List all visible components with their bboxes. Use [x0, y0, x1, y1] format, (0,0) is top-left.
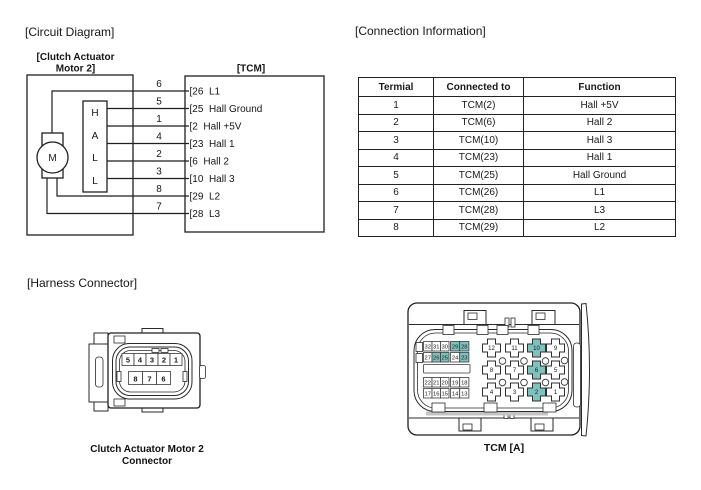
connection-information-heading: [Connection Information] [355, 24, 486, 38]
svg-text:3: 3 [156, 166, 162, 178]
table-row: 4 TCM(23) Hall 1 [359, 149, 676, 167]
hall-letter: L [92, 176, 98, 187]
motor-box-label-line2: Motor 2] [55, 63, 96, 75]
svg-text:4: 4 [489, 390, 494, 397]
svg-text:8: 8 [156, 184, 162, 195]
col-connected-to: Connected to [434, 78, 524, 97]
svg-text:[10 Hall 3: [10 Hall 3 [189, 174, 235, 185]
svg-text:26: 26 [432, 355, 440, 362]
table-row: 5 TCM(25) Hall Ground [359, 167, 676, 185]
tcm-terminal-grid [424, 342, 471, 399]
svg-text:31: 31 [432, 344, 440, 351]
table-row: 8 TCM(29) L2 [359, 219, 676, 237]
svg-text:4: 4 [156, 131, 162, 143]
table-row: 7 TCM(28) L3 [359, 202, 676, 220]
svg-text:[23 Hall 1: [23 Hall 1 [189, 139, 235, 150]
pin-3: 3 [149, 355, 155, 365]
hall-letter: L [92, 153, 98, 164]
table-row: 3 TCM(10) Hall 3 [359, 132, 676, 150]
svg-text:[6 Hall 2: [6 Hall 2 [189, 156, 229, 168]
tcm-cross-pins [483, 339, 565, 401]
svg-text:32: 32 [424, 344, 431, 351]
svg-text:24: 24 [451, 355, 459, 362]
svg-text:2: 2 [534, 390, 539, 397]
col-function: Function [524, 78, 676, 97]
svg-text:1: 1 [156, 114, 162, 125]
svg-text:7: 7 [156, 201, 162, 213]
svg-text:7: 7 [512, 368, 517, 375]
svg-text:8: 8 [489, 368, 494, 375]
svg-text:30: 30 [441, 344, 448, 351]
svg-text:13: 13 [461, 391, 468, 398]
connection-table [358, 77, 676, 237]
svg-text:6: 6 [156, 79, 162, 90]
svg-text:22: 22 [424, 380, 431, 387]
svg-text:28: 28 [461, 344, 468, 351]
svg-text:1: 1 [553, 390, 558, 397]
svg-text:3: 3 [512, 390, 517, 397]
harness-connector [80, 325, 210, 417]
pin-5: 5 [125, 355, 131, 365]
pin-4: 4 [137, 355, 143, 365]
svg-text:12: 12 [488, 346, 495, 353]
lock-tab [200, 366, 206, 379]
svg-text:20: 20 [441, 380, 448, 387]
table-header-row [359, 78, 676, 97]
table-row: 6 TCM(26) L1 [359, 184, 676, 202]
svg-text:5: 5 [156, 96, 162, 108]
pin-6: 6 [161, 374, 166, 384]
side-fin [582, 304, 590, 437]
svg-text:16: 16 [432, 391, 440, 398]
svg-text:9: 9 [553, 346, 558, 353]
svg-text:10: 10 [533, 346, 540, 353]
svg-text:29: 29 [451, 344, 459, 351]
pin-7: 7 [147, 374, 152, 384]
tcm-connector-caption: TCM [A] [483, 442, 525, 454]
harness-mount-bracket [89, 333, 108, 411]
table-row: 2 TCM(6) Hall 2 [359, 114, 676, 132]
pin-8: 8 [133, 374, 138, 384]
svg-text:11: 11 [511, 346, 518, 353]
pin-1: 1 [173, 355, 179, 365]
table-row: 1 TCM(2) Hall +5V [359, 97, 676, 115]
hall-letter: A [91, 131, 99, 142]
tcm-box-label: [TCM] [236, 63, 266, 75]
svg-text:2: 2 [156, 149, 162, 160]
svg-text:15: 15 [441, 391, 448, 398]
circuit-diagram [0, 0, 350, 250]
col-terminal: Termial [359, 78, 434, 97]
svg-text:6: 6 [534, 368, 539, 375]
hall-sensor-block [83, 101, 107, 192]
circuit-diagram-heading: [Circuit Diagram] [25, 25, 115, 39]
svg-text:[2 Hall +5V: [2 Hall +5V [189, 121, 242, 133]
motor-letter: M [48, 153, 57, 164]
svg-text:[25 Hall Ground: [25 Hall Ground [189, 104, 263, 115]
svg-text:14: 14 [451, 391, 459, 398]
svg-text:17: 17 [424, 391, 431, 398]
svg-text:[26 L1: [26 L1 [189, 86, 221, 98]
svg-text:5: 5 [553, 368, 558, 375]
harness-connector-heading: [Harness Connector] [27, 276, 138, 290]
svg-text:[29 L2: [29 L2 [189, 191, 221, 203]
motor-symbol [37, 133, 68, 178]
svg-text:23: 23 [461, 355, 468, 362]
hall-letter: H [91, 108, 99, 119]
pin-2: 2 [161, 355, 167, 365]
wire-numbers [156, 79, 162, 213]
tcm-connector [400, 295, 600, 440]
svg-text:21: 21 [432, 380, 440, 387]
side-slot [574, 343, 581, 407]
svg-text:19: 19 [451, 380, 459, 387]
blank-slot [424, 365, 471, 374]
svg-text:25: 25 [441, 355, 448, 362]
harness-caption: Clutch Actuator Motor 2 Connector [90, 444, 204, 467]
svg-text:27: 27 [424, 355, 431, 362]
svg-text:18: 18 [461, 380, 468, 387]
svg-text:[28 L3: [28 L3 [189, 209, 221, 220]
motor-box-label-line1: [Clutch Actuator [36, 52, 115, 63]
